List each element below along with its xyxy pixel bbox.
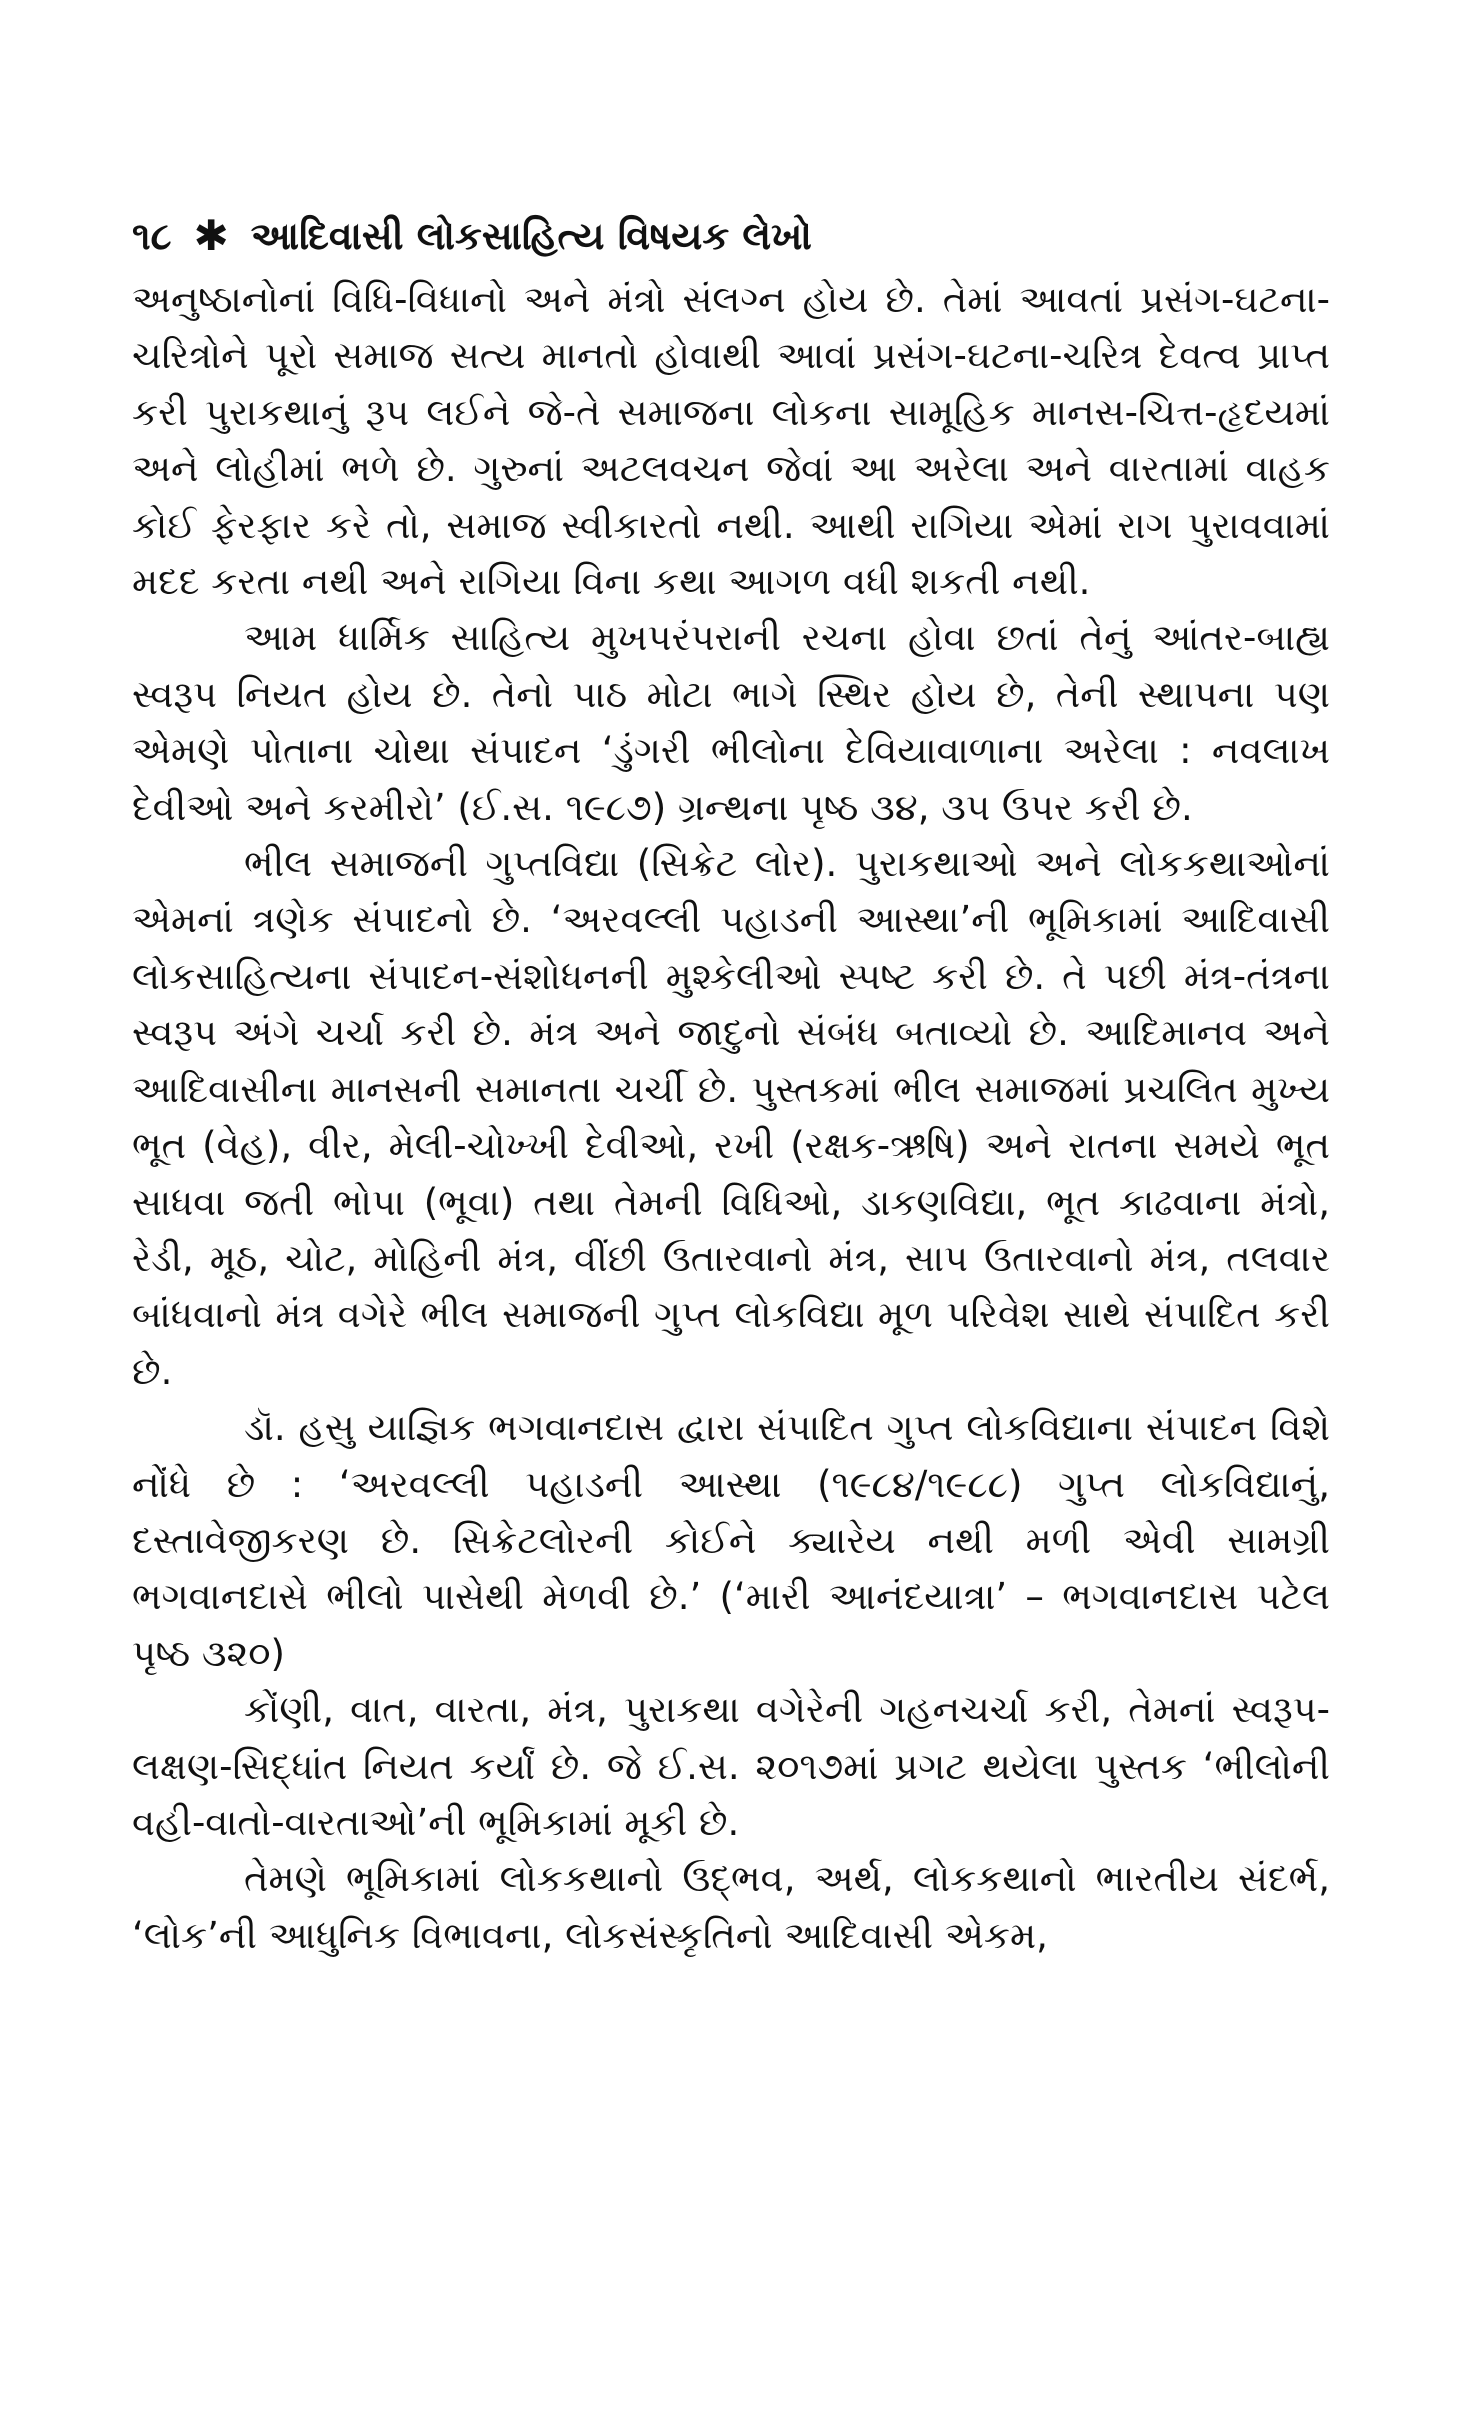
book-title: આદિવાસી લોકસાહિત્ય વિષયક લેખો xyxy=(250,214,812,258)
paragraph: તેમણે ભૂમિકામાં લોકકથાનો ઉદ્ભવ, અર્થ, લોકકથાનો ભારતીય સંદર્ભ, ‘લોક’ની આધુનિક વિભાવના, લોકસંસ્કૃતિનો આદિવાસી એકમ, xyxy=(132,1857,1330,1957)
asterisk-icon: ✱ xyxy=(193,211,229,260)
paragraph: આમ ધાર્મિક સાહિત્ય મુખપરંપરાની રચના હોવા છતાં તેનું આંતર-બાહ્ય સ્વરૂપ નિયત હોય છે. તેનો પાઠ મોટા ભાગે સ્થિર હોય છે, તેની સ્થાપના પણ એમણે પોતાના ચોથા સંપાદન ‘ડુંગરી ભીલોના દેવિયાવાળાના અરેલા : નવલાખ દેવીઓ અને કરમીરો’ (ઈ.સ. ૧૯૮૭) ગ્રન્થના પૃષ્ઠ ૩૪, ૩૫ ઉપર કરી છે. xyxy=(132,616,1330,829)
paragraph: કોંણી, વાત, વારતા, મંત્ર, પુરાકથા વગેરેની ગહનચર્ચા કરી, તેમનાં સ્વરૂપ-લક્ષણ-સિદ્ધાંત નિયત કર્યાં છે. જે ઈ.સ. ૨૦૧૭માં પ્રગટ થયેલા પુસ્તક ‘ભીલોની વહી-વાતો-વારતાઓ’ની ભૂમિકામાં મૂકી છે. xyxy=(132,1688,1330,1844)
body-text xyxy=(132,272,1330,1964)
paragraph-continued: અનુષ્ઠાનોનાં વિધિ-વિધાનો અને મંત્રો સંલગ્ન હોય છે. તેમાં આવતાં પ્રસંગ-ઘટના-ચરિત્રોને પૂરો સમાજ સત્ય માનતો હોવાથી આવાં પ્રસંગ-ઘટના-ચરિત્ર દેવત્વ પ્રાપ્ત કરી પુરાકથાનું રૂપ લઈને જે-તે સમાજના લોકના સામૂહિક માનસ-ચિત્ત-હૃદયમાં અને લોહીમાં ભળે છે. ગુરુનાં અટલવચન જેવાં આ અરેલા અને વારતામાં વાહક કોઈ ફેરફાર કરે તો, સમાજ સ્વીકારતો નથી. આથી રાગિયા એમાં રાગ પુરાવવામાં મદદ કરતા નથી અને રાગિયા વિના કથા આગળ વધી શકતી નથી. xyxy=(132,278,1330,604)
paragraph: ભીલ સમાજની ગુપ્તવિદ્યા (સિક્રેટ લોર). પુરાકથાઓ અને લોકકથાઓનાં એમનાં ત્રણેક સંપાદનો છે. ‘અરવલ્લી પહાડની આસ્થા’ની ભૂમિકામાં આદિવાસી લોકસાહિત્યના સંપાદન-સંશોધનની મુશ્કેલીઓ સ્પષ્ટ કરી છે. તે પછી મંત્ર-તંત્રના સ્વરૂપ અંગે ચર્ચા કરી છે. મંત્ર અને જાદુનો સંબંધ બતાવ્યો છે. આદિમાનવ અને આદિવાસીના માનસની સમાનતા ચર્ચી છે. પુસ્તકમાં ભીલ સમાજમાં પ્રચલિત મુખ્ય ભૂત (વેહ), વીર, મેલી-ચોખ્ખી દેવીઓ, રખી (રક્ષક-ઋષિ) અને રાતના સમયે ભૂત સાધવા જતી ભોપા (ભૂવા) તથા તેમની વિધિઓ, ડાકણવિદ્યા, ભૂત કાઢવાના મંત્રો, રેડી, મૂઠ, ચોટ, મોહિની મંત્ર, વીંછી ઉતારવાનો મંત્ર, સાપ ઉતારવાનો મંત્ર, તલવાર બાંધવાનો મંત્ર વગેરે ભીલ સમાજની ગુપ્ત લોકવિદ્યા મૂળ પરિવેશ સાથે સંપાદિત કરી છે. xyxy=(132,842,1330,1393)
running-header xyxy=(132,206,1332,266)
paragraph: ડૉ. હસુ યાજ્ઞિક ભગવાનદાસ દ્વારા સંપાદિત ગુપ્ત લોકવિદ્યાના સંપાદન વિશે નોંધે છે : ‘અરવલ્લી પહાડની આસ્થા (૧૯૮૪/૧૯૮૮) ગુપ્ત લોકવિદ્યાનું, દસ્તાવેજીકરણ છે. સિક્રેટલોરની કોઈને ક્યારેય નથી મળી એવી સામગ્રી ભગવાનદાસે ભીલો પાસેથી મેળવી છે.’ (‘મારી આનંદયાત્રા’ – ભગવાનદાસ પટેલ પૃષ્ઠ ૩૨૦) xyxy=(132,1406,1330,1675)
page-number: ૧૮ xyxy=(132,214,172,258)
